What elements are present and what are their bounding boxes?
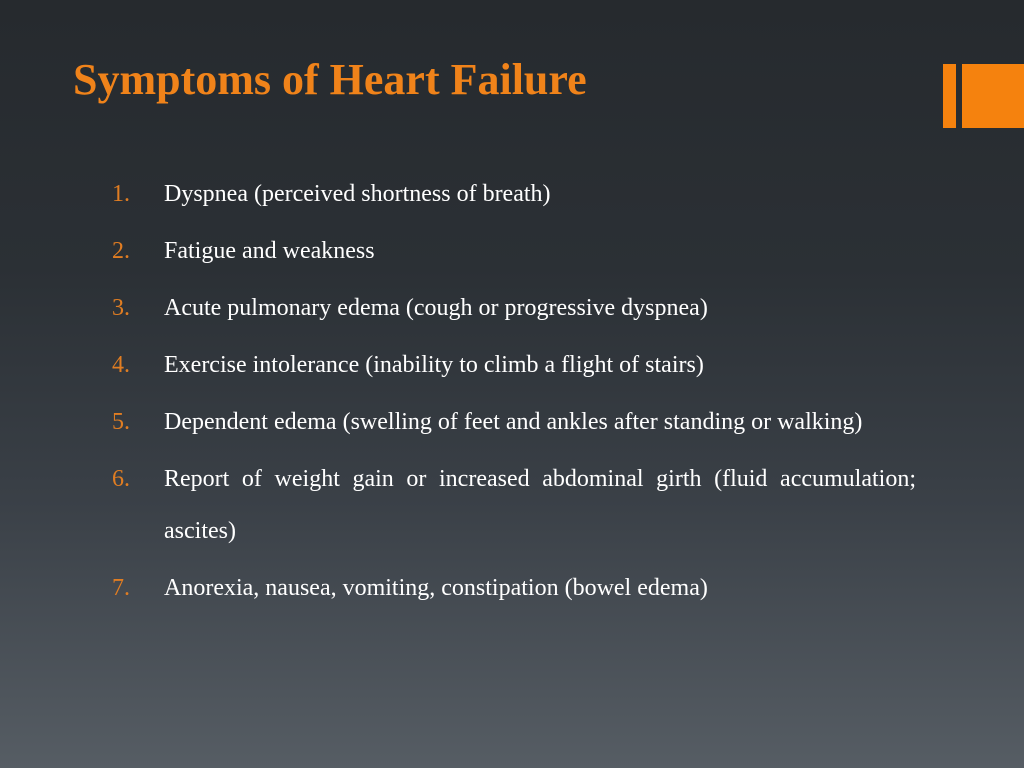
symptom-list — [0, 168, 1024, 619]
list-item — [0, 282, 1024, 334]
accent-bar-wide — [962, 64, 1024, 128]
list-item-number: 2. — [112, 238, 130, 264]
list-item-text: Dyspnea (perceived shortness of breath) — [164, 181, 551, 207]
list-item-text: Report of weight gain or increased abdominal girth (fluid accumulation; ascites) — [164, 466, 916, 544]
list-item-text: Acute pulmonary edema (cough or progressive dyspnea) — [164, 295, 708, 321]
list-item — [0, 225, 1024, 277]
list-item-text: Anorexia, nausea, vomiting, constipation (bowel edema) — [164, 575, 708, 601]
list-item — [0, 453, 1024, 557]
slide-title: Symptoms of Heart Failure — [73, 55, 587, 104]
list-item — [0, 339, 1024, 391]
list-item-text: Exercise intolerance (inability to climb a flight of stairs) — [164, 352, 704, 378]
list-item-number: 4. — [112, 352, 130, 378]
list-item-text: Dependent edema (swelling of feet and ankles after standing or walking) — [164, 409, 863, 435]
list-item — [0, 168, 1024, 220]
list-item-number: 6. — [112, 466, 130, 492]
list-item — [0, 562, 1024, 614]
accent-bar-thin — [943, 64, 956, 128]
list-item-text: Fatigue and weakness — [164, 238, 375, 264]
list-item-number: 5. — [112, 409, 130, 435]
list-item — [0, 396, 1024, 448]
list-item-number: 1. — [112, 181, 130, 207]
list-item-number: 7. — [112, 575, 130, 601]
list-item-number: 3. — [112, 295, 130, 321]
